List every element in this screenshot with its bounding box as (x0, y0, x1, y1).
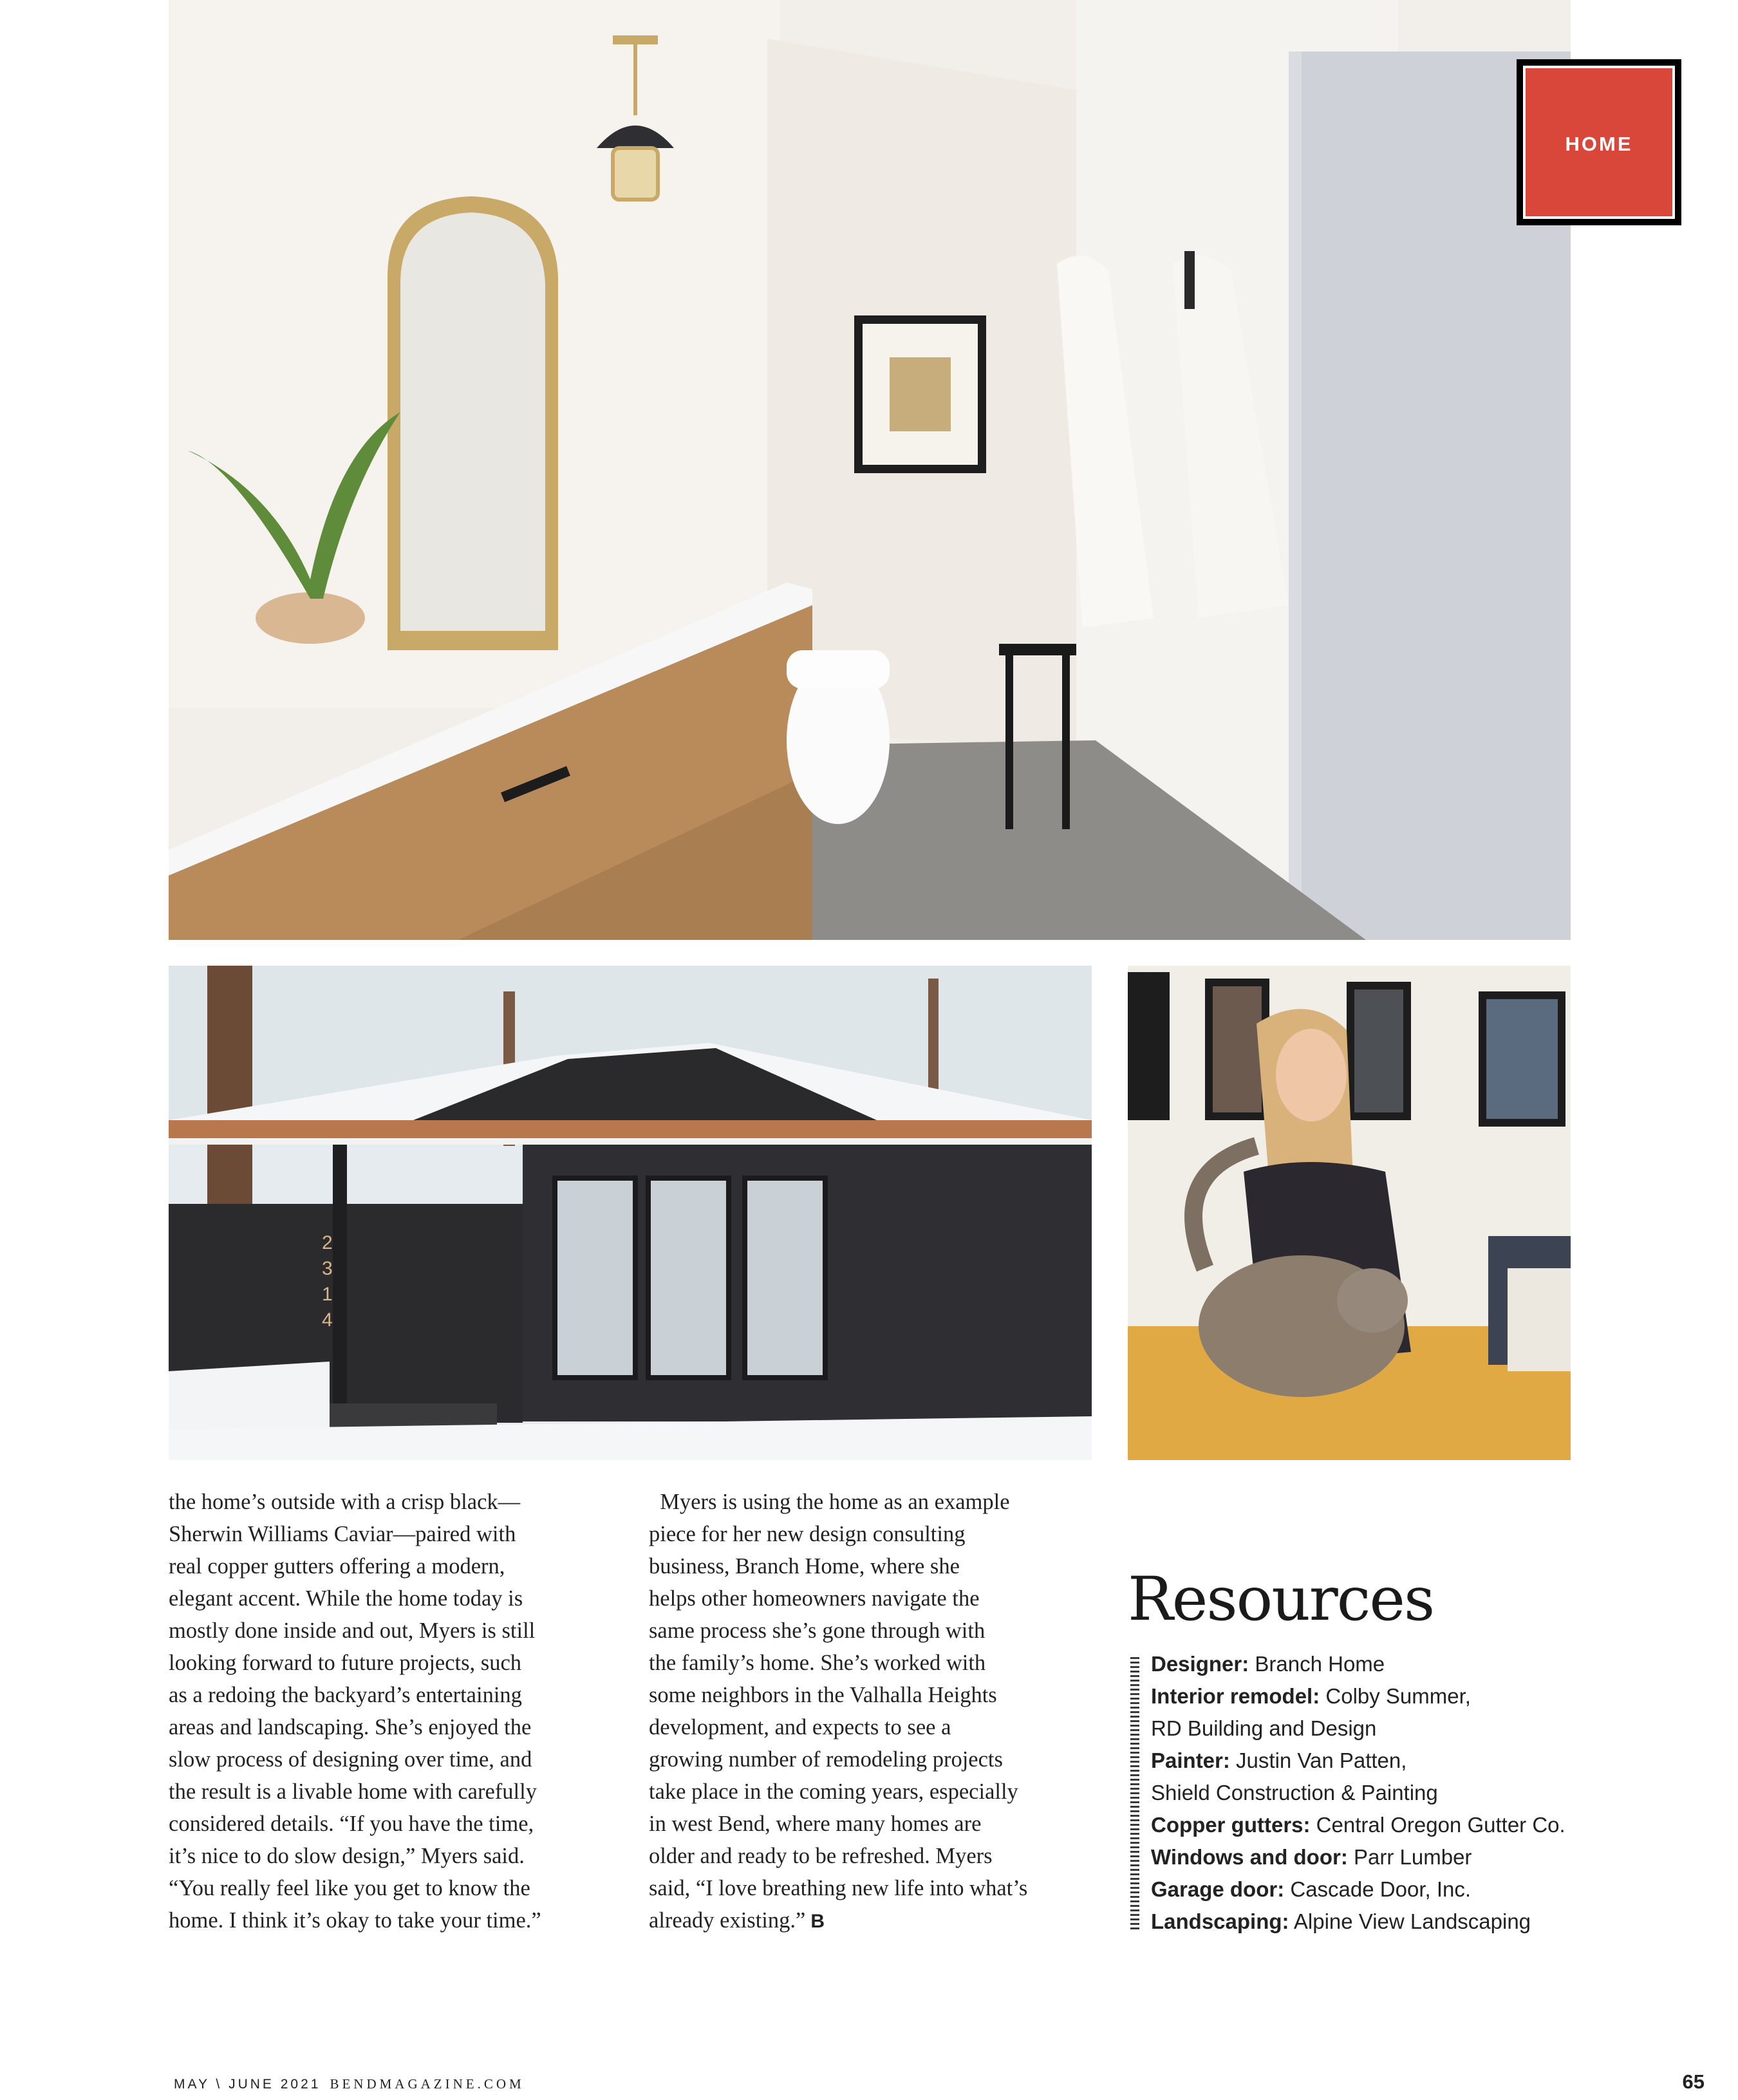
body-line: real copper gutters offering a modern, (169, 1554, 505, 1579)
resource-label: Designer: (1151, 1652, 1249, 1676)
body-line: growing number of remodeling projects (649, 1747, 1003, 1772)
resource-label: Landscaping: (1151, 1909, 1289, 1933)
body-line: Sherwin Williams Caviar—paired with (169, 1522, 516, 1546)
body-line: helps other homeowners navigate the (649, 1586, 980, 1611)
body-line: looking forward to future projects, such (169, 1651, 522, 1675)
resource-value: Branch Home (1249, 1652, 1385, 1676)
body-line: take place in the coming years, especially (649, 1779, 1018, 1804)
resource-value: RD Building and Design (1151, 1716, 1377, 1740)
resource-label: Copper gutters: (1151, 1813, 1311, 1837)
body-line: elegant accent. While the home today is (169, 1586, 523, 1611)
house-number-digit: 2 (322, 1232, 333, 1253)
body-line: slow process of designing over time, and (169, 1747, 532, 1772)
body-line: Myers is using the home as an example (649, 1490, 1010, 1514)
resource-label: Interior remodel: (1151, 1684, 1320, 1708)
section-tab (1517, 59, 1681, 225)
house-number-digit: 1 (322, 1284, 333, 1305)
body-line-last (649, 1904, 1027, 1936)
end-mark: B (810, 1911, 823, 1932)
section-tab-label: HOME (1565, 133, 1633, 155)
resource-row (1151, 1841, 1565, 1873)
body-line: areas and landscaping. She’s enjoyed the (169, 1715, 532, 1739)
body-line: as a redoing the backyard’s entertaining (169, 1683, 522, 1707)
resource-value: Justin Van Patten, (1229, 1748, 1407, 1772)
body-line: mostly done inside and out, Myers is still (169, 1618, 536, 1643)
resource-row (1151, 1745, 1565, 1777)
body-line: same process she’s gone through with (649, 1618, 986, 1643)
body-line: older and ready to be refreshed. Myers (649, 1844, 993, 1868)
resource-label: Garage door: (1151, 1877, 1285, 1901)
body-text: already existing.” (649, 1908, 806, 1933)
resources-divider (1130, 1657, 1139, 1931)
article-column-2 (649, 1486, 1027, 1936)
body-line: the family’s home. She’s worked with (649, 1651, 986, 1675)
resource-value: Colby Summer, (1320, 1684, 1471, 1708)
body-line: piece for her new design consulting (649, 1522, 966, 1546)
resource-value: Cascade Door, Inc. (1284, 1877, 1472, 1901)
body-line: it’s nice to do slow design,” Myers said. (169, 1844, 525, 1868)
resource-row (1151, 1906, 1565, 1938)
magazine-website: BENDMAGAZINE.COM (330, 2076, 525, 2092)
body-line: business, Branch Home, where she (649, 1554, 960, 1579)
resource-value: Shield Construction & Painting (1151, 1781, 1438, 1805)
resource-label: Painter: (1151, 1748, 1230, 1772)
body-line: home. I think it’s okay to take your time.” (169, 1908, 541, 1933)
body-line: some neighbors in the Valhalla Heights (649, 1683, 997, 1707)
designer-with-cat-photo (1128, 966, 1571, 1460)
article-column-1 (169, 1486, 541, 1936)
body-line: development, and expects to see a (649, 1715, 951, 1739)
resource-value: Central Oregon Gutter Co. (1310, 1813, 1565, 1837)
body-line: “You really feel like you get to know the (169, 1876, 530, 1900)
house-number-digit: 4 (322, 1309, 333, 1331)
page-footer (174, 2076, 525, 2092)
resources-title: Resources (1128, 1564, 1434, 1635)
issue-date: MAY \ JUNE 2021 (174, 2077, 321, 2092)
body-line: considered details. “If you have the time, (169, 1812, 534, 1836)
resource-label: Windows and door: (1151, 1845, 1348, 1869)
resources-list (1151, 1648, 1565, 1938)
body-line: in west Bend, where many homes are (649, 1812, 982, 1836)
house-exterior-photo (169, 966, 1092, 1460)
resource-row (1151, 1873, 1565, 1906)
resource-row (1151, 1809, 1565, 1841)
resource-row (1151, 1712, 1565, 1745)
resource-value: Alpine View Landscaping (1289, 1909, 1531, 1933)
bathroom-photo (169, 0, 1571, 940)
resource-value: Parr Lumber (1347, 1845, 1472, 1869)
house-number-digit: 3 (322, 1258, 333, 1279)
resource-row (1151, 1777, 1565, 1809)
resource-row (1151, 1648, 1565, 1680)
body-line: the result is a livable home with carefully (169, 1779, 537, 1804)
resource-row (1151, 1680, 1565, 1712)
page-number: 65 (1682, 2070, 1705, 2093)
body-line: the home’s outside with a crisp black— (169, 1490, 521, 1514)
body-line: said, “I love breathing new life into what’s (649, 1876, 1028, 1900)
